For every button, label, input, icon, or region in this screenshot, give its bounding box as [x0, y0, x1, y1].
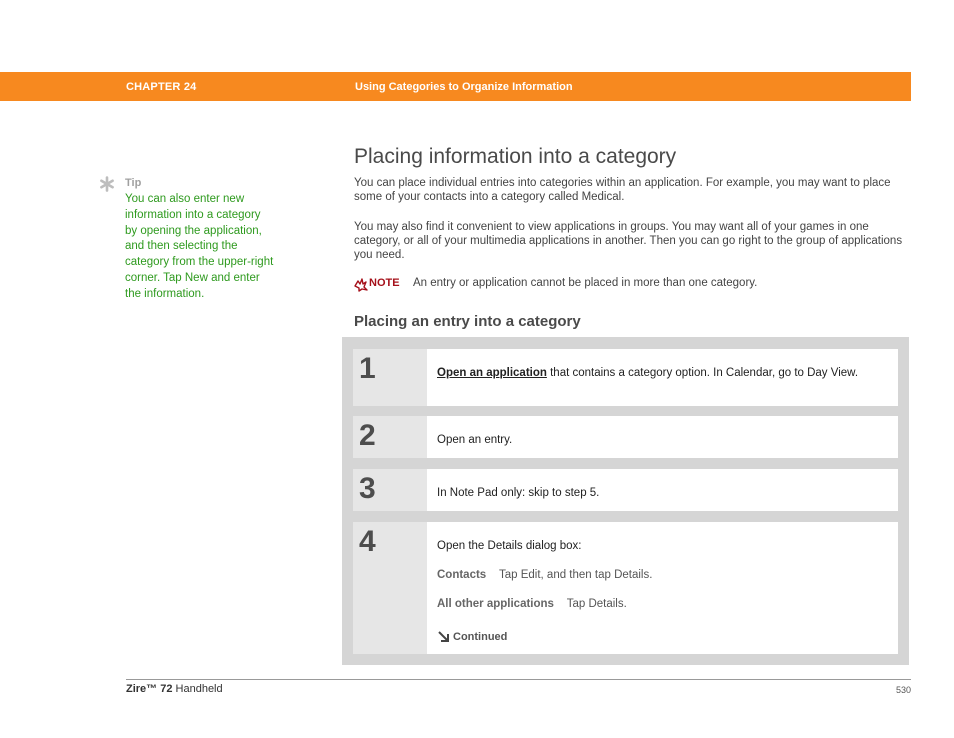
step-number: 3 — [359, 472, 376, 505]
step-content — [427, 469, 898, 511]
step-3 — [353, 469, 898, 511]
product-name: Zire™ 72 — [126, 683, 173, 695]
step-text — [437, 366, 878, 381]
step-content — [427, 416, 898, 458]
other-apps-instruction — [437, 597, 878, 612]
step-text: In Note Pad only: skip to step 5. — [437, 487, 600, 499]
term-label: All other applications — [437, 598, 554, 610]
page-number: 530 — [895, 685, 911, 695]
page-title: Placing information into a category — [354, 145, 677, 168]
step-number: 4 — [359, 525, 376, 558]
tip-text: You can also enter new information into a category by opening the application, and then selecting the category from the upper-right corner. Tap New and enter the information. — [125, 193, 274, 300]
footer-divider — [126, 679, 911, 680]
note-label: NOTE — [369, 277, 400, 289]
intro-paragraph: You can place individual entries into categories within an application. For example, you may want to place some of your contacts into a category called Medical. — [354, 177, 891, 204]
asterisk-icon — [99, 176, 115, 192]
step-1 — [353, 349, 898, 406]
step-number: 2 — [359, 419, 376, 452]
term-description: Tap Details. — [566, 598, 627, 610]
product-suffix: Handheld — [172, 683, 223, 695]
tip-label: Tip — [125, 177, 142, 189]
step-text: Open the Details dialog box: — [437, 540, 582, 552]
steps-panel — [342, 337, 909, 665]
step-text-rest: that contains a category option. In Calendar, go to Day View. — [546, 367, 859, 379]
note-text: An entry or application cannot be placed in more than one category. — [413, 277, 758, 289]
step-number-cell — [353, 469, 427, 511]
section-heading: Placing an entry into a category — [354, 313, 581, 330]
contacts-instruction — [437, 568, 878, 583]
step-content — [427, 349, 898, 406]
chapter-title: Using Categories to Organize Information — [355, 81, 573, 93]
step-number: 1 — [359, 352, 376, 385]
groups-paragraph: You may also find it convenient to view applications in groups. You may want all of your games in one category, or all of your multimedia applications in another. Then you can go right to the group of applications you need. — [354, 221, 903, 262]
note-hand-icon — [354, 278, 368, 292]
step-text: Open an entry. — [437, 434, 513, 446]
arrow-down-right-icon — [437, 630, 450, 643]
term-description: Tap Edit, and then tap Details. — [498, 569, 653, 581]
continued-label: Continued — [453, 631, 508, 643]
continued-indicator — [437, 630, 507, 643]
step-content — [427, 522, 898, 654]
term-label: Contacts — [437, 569, 487, 581]
step-number-cell — [353, 349, 427, 406]
step-2 — [353, 416, 898, 458]
step-number-cell — [353, 522, 427, 654]
step-number-cell — [353, 416, 427, 458]
step-4 — [353, 522, 898, 654]
chapter-number: CHAPTER 24 — [126, 81, 197, 93]
footer-product — [126, 683, 223, 695]
open-application-link[interactable]: Open an application — [437, 367, 547, 379]
